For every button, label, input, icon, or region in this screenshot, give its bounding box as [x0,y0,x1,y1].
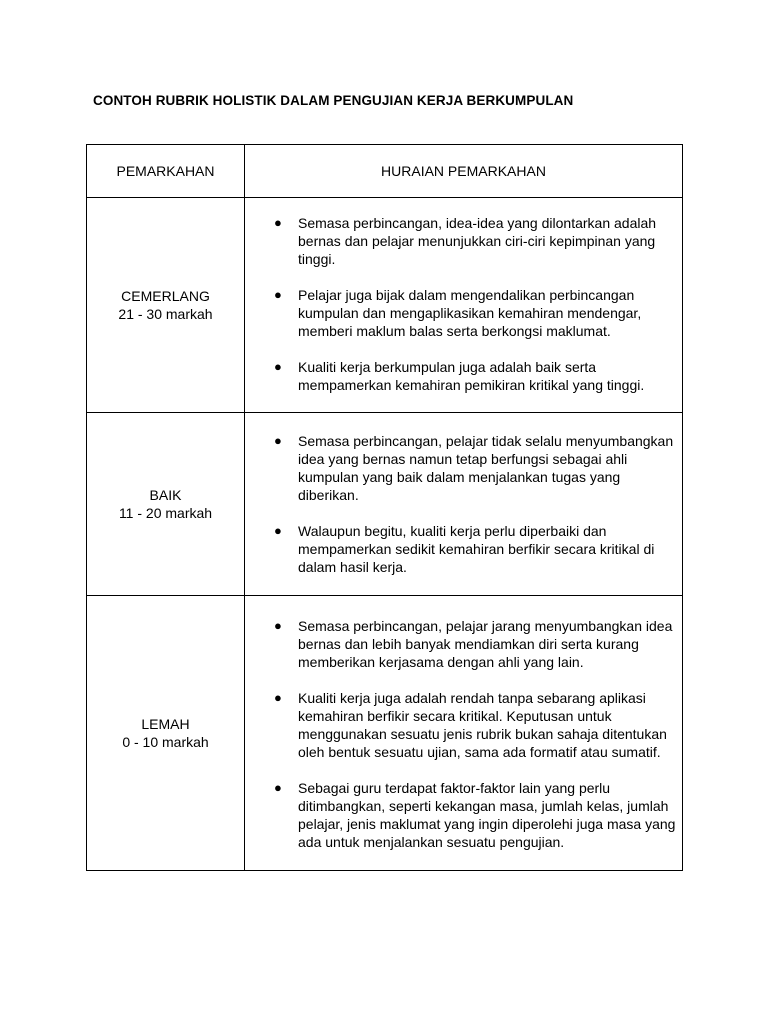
document-title: CONTOH RUBRIK HOLISTIK DALAM PENGUJIAN KERJA BERKUMPULAN [93,93,574,108]
list-item [245,617,676,671]
list-item [245,779,676,851]
list-item [245,432,676,504]
description-cell [245,198,683,413]
description-cell [245,413,683,596]
list-item-text: Walaupun begitu, kualiti kerja perlu diperbaiki dan mempamerkan sedikit kemahiran berfikir secara kritikal di dalam hasil kerja. [298,523,655,575]
grade-marks: 0 - 10 markah [122,734,209,750]
description-list [245,432,676,576]
bullet-icon: ● [274,690,282,705]
grade-cell [87,413,245,596]
grade-marks: 11 - 20 markah [118,505,213,521]
header-huraian-pemarkahan: HURAIAN PEMARKAHAN [245,145,683,198]
header-pemarkahan: PEMARKAHAN [87,145,245,198]
bullet-icon: ● [274,618,282,633]
table-header-row [87,145,683,198]
list-item-text: Semasa perbincangan, idea-idea yang dilontarkan adalah bernas dan pelajar menunjukkan ciri-ciri kepimpinan yang tinggi. [298,215,657,267]
grade-marks: 21 - 30 markah [118,306,213,322]
bullet-icon: ● [274,215,282,230]
rubric-table [86,144,683,871]
bullet-icon: ● [274,433,282,448]
description-list [245,617,676,851]
list-item [245,286,676,340]
list-item [245,358,676,394]
table-row [87,413,683,596]
grade-cell [87,596,245,871]
table-row [87,198,683,413]
table-row [87,596,683,871]
bullet-icon: ● [274,287,282,302]
list-item-text: Semasa perbincangan, pelajar jarang menyumbangkan idea bernas dan lebih banyak mendiamkan diri serta kurang memberikan kerjasama dengan ahli yang lain. [298,618,673,670]
list-item [245,689,676,761]
grade-label: BAIK [149,487,182,503]
bullet-icon: ● [274,359,282,374]
grade-label: LEMAH [141,716,190,732]
list-item-text: Pelajar juga bijak dalam mengendalikan perbincangan kumpulan dan mengaplikasikan kemahiran mendengar, memberi maklum balas serta berkongsi maklumat. [298,287,642,339]
list-item-text: Semasa perbincangan, pelajar tidak selalu menyumbangkan idea yang bernas namun tetap berfungsi sebagai ahli kumpulan yang baik dalam menjalankan tugas yang diberikan. [298,433,674,503]
bullet-icon: ● [274,780,282,795]
grade-cell [87,198,245,413]
list-item-text: Kualiti kerja berkumpulan juga adalah baik serta mempamerkan kemahiran pemikiran kritikal yang tinggi. [298,359,645,393]
list-item [245,214,676,268]
grade-label: CEMERLANG [121,288,210,304]
list-item [245,522,676,576]
list-item-text: Sebagai guru terdapat faktor-faktor lain yang perlu ditimbangkan, seperti kekangan masa, jumlah kelas, jumlah pelajar, jenis maklumat yang ingin diperolehi juga masa yang ada untuk menjalankan sesuatu pengujian. [298,780,676,850]
description-list [245,214,676,394]
list-item-text: Kualiti kerja juga adalah rendah tanpa sebarang aplikasi kemahiran berfikir secara kritikal. Keputusan untuk menggunakan sesuatu jenis rubrik bukan sahaja ditentukan oleh bentuk sesuatu ujian, sama ada formatif atau sumatif. [298,690,667,760]
bullet-icon: ● [274,523,282,538]
description-cell [245,596,683,871]
